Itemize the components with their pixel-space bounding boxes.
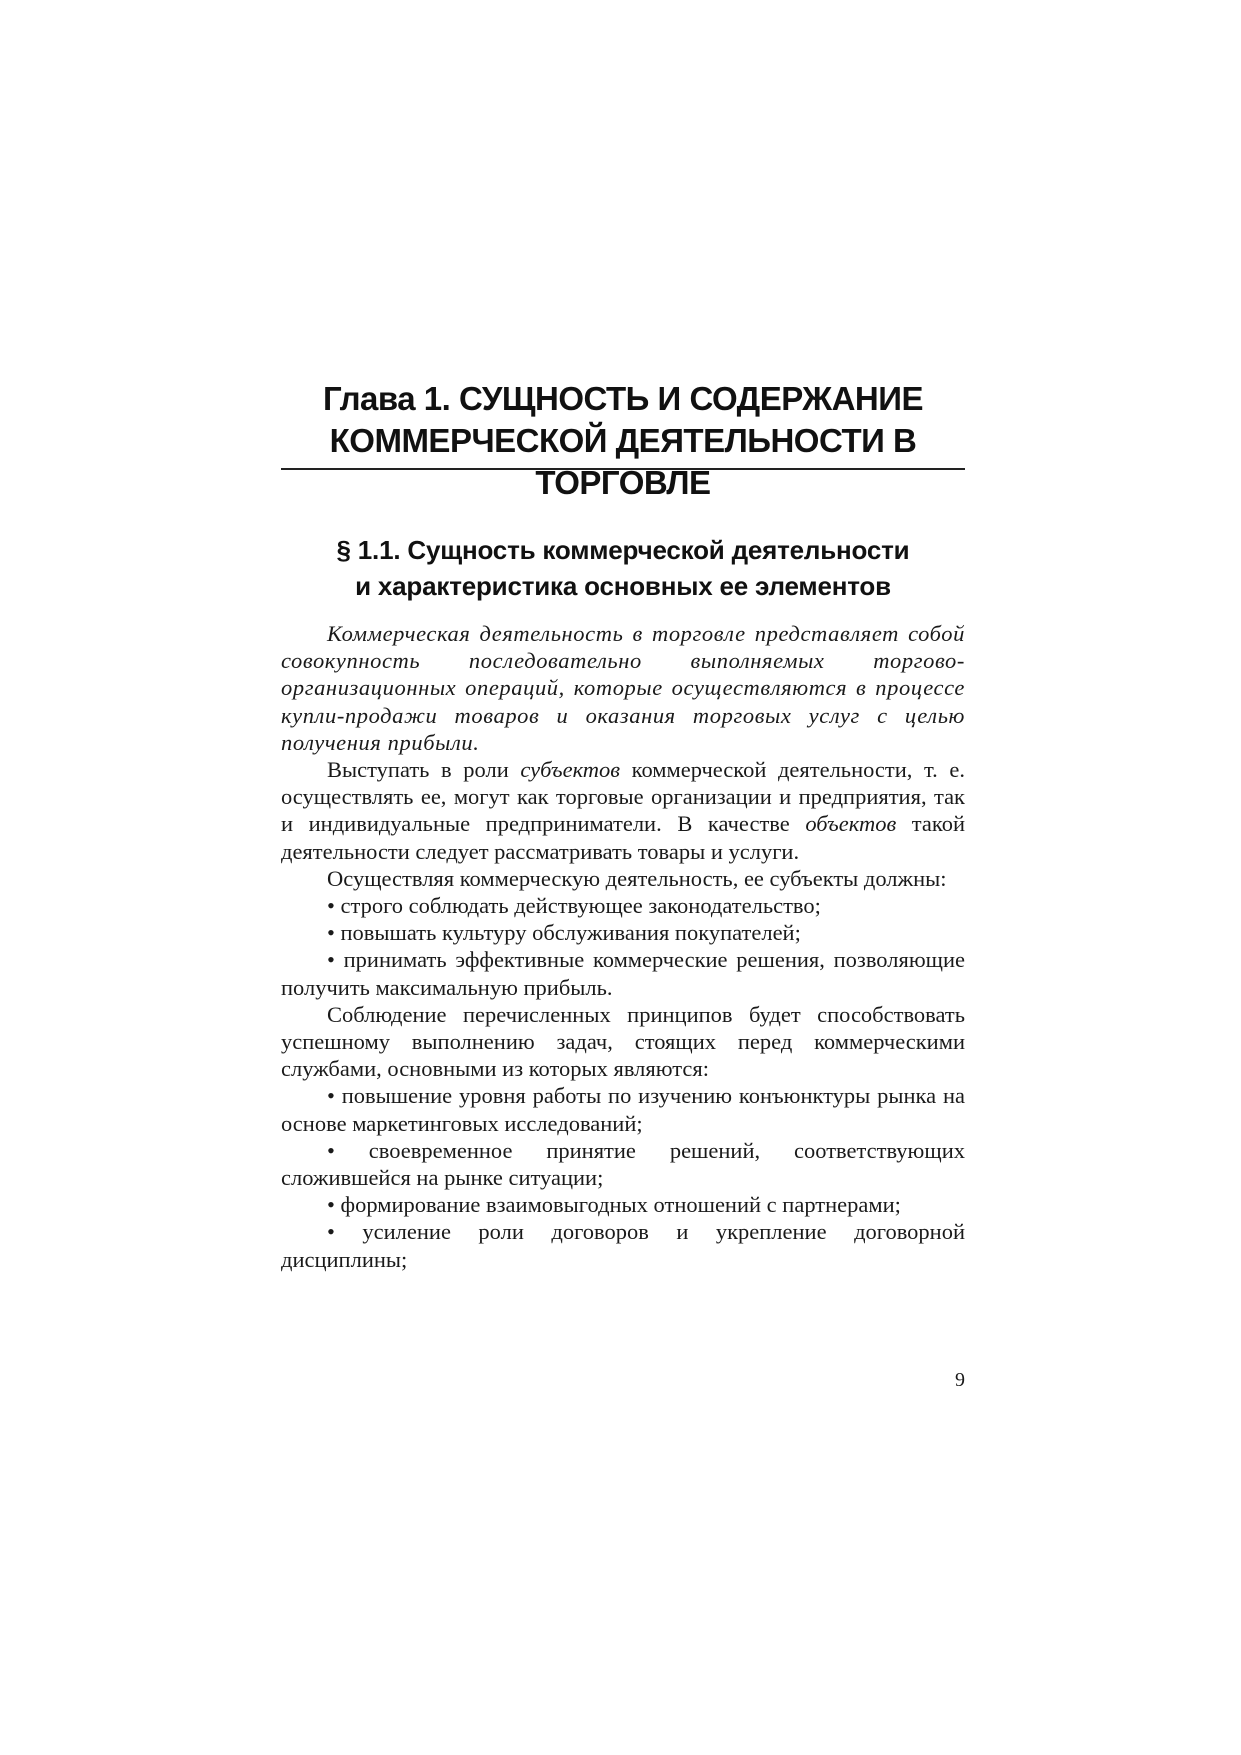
subjects-text-after: такой деятельности следует рассматривать товары и услуги. <box>281 811 965 864</box>
chapter-title <box>281 378 965 504</box>
objects-term: объектов <box>805 811 897 837</box>
section-title-line-1: § 1.1. Сущность коммерческой деятельности <box>336 535 910 565</box>
body-text <box>281 620 965 1273</box>
task-list-item: • усиление роли договоров и укрепление договорной дисциплины; <box>281 1219 965 1272</box>
task-list-item: • повышение уровня работы по изучению конъюнктуры рынка на основе маркетинговых исследований; <box>281 1083 965 1136</box>
chapter-title-line-1: Глава 1. СУЩНОСТЬ И СОДЕРЖАНИЕ <box>323 380 923 417</box>
subjects-term: субъектов <box>520 757 621 783</box>
chapter-divider <box>281 468 965 470</box>
subjects-text-before: Выступать в роли <box>327 757 521 783</box>
task-list-item: • своевременное принятие решений, соответствующих сложившейся на рынке ситуации; <box>281 1137 965 1191</box>
subjects-text-middle: коммерческой деятельности, т. е. осуществлять ее, могут как торговые организации и предприятия, так и индивидуальные предприниматели. В качестве <box>281 757 965 837</box>
duties-intro-paragraph: Осуществляя коммерческую деятельность, ее субъекты должны: <box>327 865 947 891</box>
section-title-line-2: и характеристика основных ее элементов <box>355 571 891 601</box>
tasks-intro-paragraph: Соблюдение перечисленных принципов будет способствовать успешному выполнению задач, стоящих перед коммерческими службами, основными из которых являются: <box>281 1001 965 1082</box>
chapter-title-line-2: КОММЕРЧЕСКОЙ ДЕЯТЕЛЬНОСТИ В ТОРГОВЛЕ <box>329 422 917 501</box>
section-title <box>281 532 965 604</box>
page-number: 9 <box>955 1369 965 1391</box>
definition-paragraph: Коммерческая деятельность в торговле представляет собой совокупность последовательно выполняемых торгово-организационных операций, которые осуществляются в процессе купли-продажи товаров и оказания торговых услуг с целью получения прибыли. <box>281 621 965 755</box>
duty-list-item: • строго соблюдать действующее законодательство; <box>327 893 821 919</box>
duty-list-item: • повышать культуру обслуживания покупателей; <box>327 920 801 946</box>
subjects-paragraph <box>281 756 965 865</box>
duty-list-item: • принимать эффективные коммерческие решения, позволяющие получить максимальную прибыль. <box>281 947 965 1000</box>
task-list-item: • формирование взаимовыгодных отношений с партнерами; <box>327 1192 901 1218</box>
